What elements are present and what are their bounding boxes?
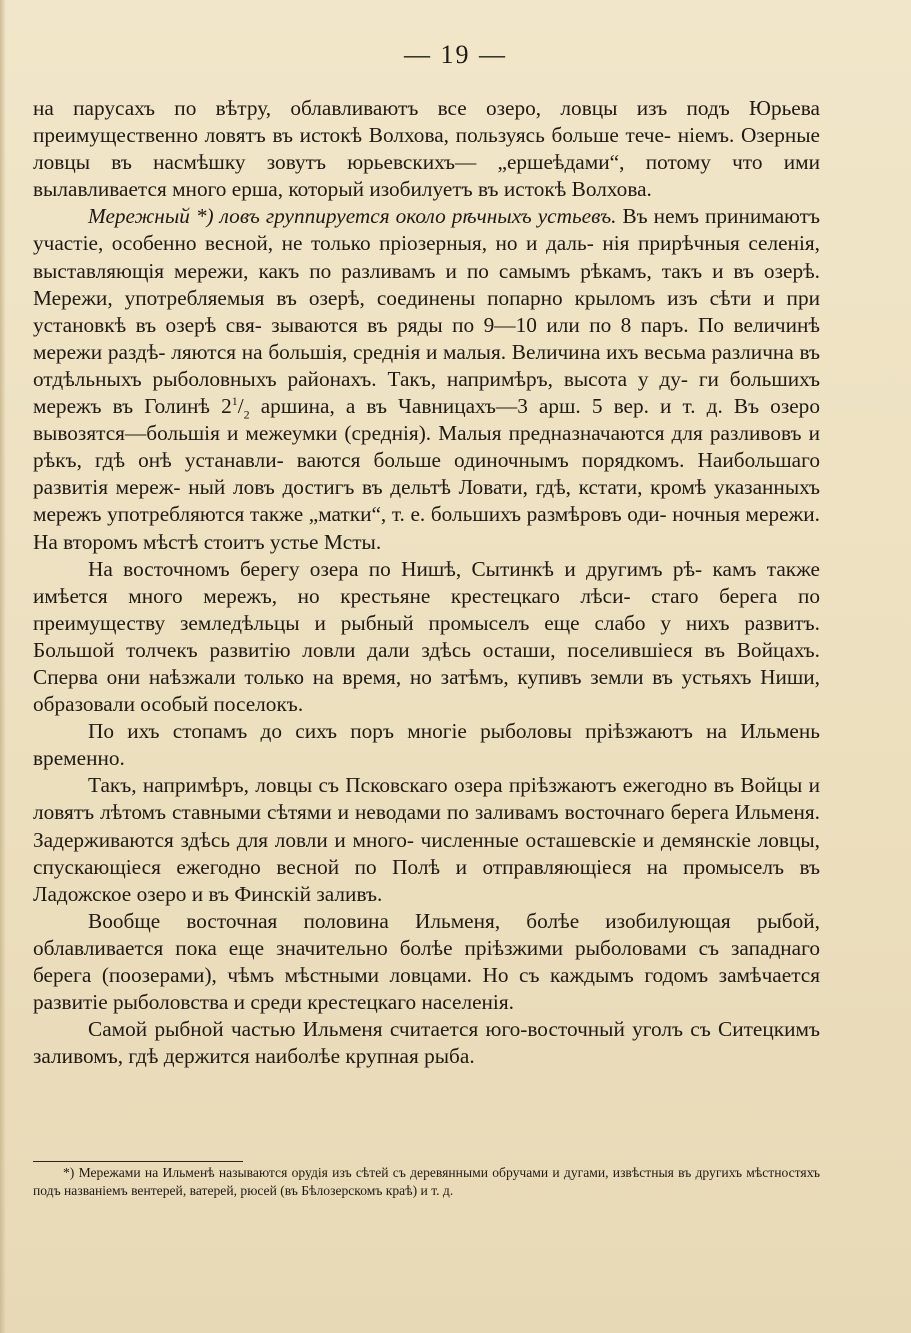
- fraction-denominator: 2: [243, 407, 250, 422]
- text-line: на парусахъ по вѣтру, облавливаютъ все озеро, ловцы изъ подъ Юрьева: [33, 96, 820, 120]
- section-lead-italic: Мережный *) ловъ группируется около рѣчныхъ устьевъ.: [88, 204, 617, 229]
- paragraph-3: [33, 556, 820, 719]
- text-line: Вообще восточная половина Ильменя, болѣе изобилующая рыбой,: [88, 908, 820, 933]
- text-line: потому что ими вылавливается много ерша, который изобилуетъ въ: [33, 150, 821, 202]
- text-line: восточнаго берега Ильменя. Задерживаются здѣсь для ловли и много-: [33, 800, 820, 852]
- text-line: зываются въ ряды по 9—10 или по 8 паръ. По величинѣ мережи раздѣ-: [33, 312, 820, 364]
- fraction-slash: /: [237, 394, 244, 419]
- text-line: ный ловъ достигъ въ дельтѣ Ловати, гдѣ, кстати, кромѣ указанныхъ: [188, 475, 820, 500]
- text-line: стаго берега по преимуществу земледѣльцы и рыбный промыселъ еще: [33, 583, 820, 635]
- paragraph-1: [33, 95, 820, 203]
- text-line: поселокъ.: [213, 692, 304, 717]
- text-line: Въ немъ: [616, 204, 700, 229]
- paragraph-4: [33, 718, 820, 772]
- text-line: Самой рыбной частью Ильменя считается юго-восточный уголъ съ: [88, 1017, 711, 1042]
- text-line: принимаютъ участіе, особенно весной, не только пріозерныя, но и даль-: [33, 204, 820, 256]
- text-line: преимущественно ловятъ въ истокѣ Волхова, пользуясь больше тече-: [33, 123, 672, 148]
- text-line: численные осташевскіе и демянскіе ловцы, спускающіеся ежегодно: [33, 827, 820, 879]
- text-line: 5 вер. и т. д. Въ озеро вывозятся—большія и межеумки (среднія).: [33, 394, 820, 446]
- text-line: нія прирѣчныя селенія, выставляющія мережи, какъ по разливамъ и по: [33, 231, 820, 283]
- footnote: *) Мережами на Ильменѣ называются орудія изъ сѣтей съ деревянными обручами и дугами, извѣстныя въ другихъ мѣстностяхъ подъ названіемъ вентерей, ватерей, рюсей (въ Бѣлозерскомъ краѣ) и т. д.: [33, 1165, 820, 1198]
- text-line: истокѣ Волхова.: [503, 177, 652, 202]
- text-line: западнаго берега (поозерами), чѣмъ мѣстными ловцами. Но съ каждымъ: [33, 935, 820, 987]
- text-line: ваются больше одиночнымъ порядкомъ. Наибольшаго развитія мереж-: [33, 448, 820, 500]
- text-line: время, но затѣмъ, купивъ земли въ устьяхъ Ниши, образовали особый: [33, 664, 820, 717]
- text-line: самымъ рѣкамъ, такъ и въ озерѣ. Мережи, употребляемыя въ озерѣ,: [33, 258, 820, 310]
- text-line: аршина, а въ Чавницахъ—3 арш.: [249, 394, 581, 419]
- text-line: Такъ, напримѣръ, ловцы съ Псковскаго озера пріѣзжаютъ ежегодно: [88, 773, 708, 798]
- text-line: На восточномъ берегу озера по Нишѣ, Сытинкѣ и другимъ рѣ-: [88, 556, 703, 581]
- text-line: Ильмень временно.: [33, 719, 820, 771]
- fraction-numerator: 1: [231, 393, 238, 408]
- text-line: ночныя мережи. На второмъ мѣстѣ стоитъ устье Мсты.: [33, 502, 820, 554]
- page-fold-shadow: [0, 0, 6, 1333]
- page-body: [33, 95, 820, 1070]
- paragraph-5: [33, 772, 820, 907]
- text-line: слабо у нихъ развитъ. Большой толчекъ развитію ловли дали здѣсь: [33, 610, 820, 662]
- text-line: въ Войцы и ловятъ лѣтомъ ставными сѣтями и неводами по заливамъ: [33, 773, 820, 825]
- text-line: соединены попарно крыломъ изъ сѣти и при установкѣ въ озерѣ свя-: [33, 285, 820, 337]
- text-line: облавливается пока еще значительно болѣе пріѣзжими рыболовами съ: [33, 935, 720, 960]
- footnote-rule: [33, 1161, 243, 1162]
- text-line: Малыя предназначаются для разливовъ и рѣкъ, гдѣ онѣ устанавли-: [33, 421, 820, 473]
- text-line: мережъ употребляются также „матки“, т. е. большихъ размѣровъ оди-: [33, 502, 667, 527]
- text-line: камъ также имѣется много мережъ, но крестьяне крестецкаго лѣси-: [33, 556, 821, 608]
- paragraph-2: [33, 203, 820, 555]
- text-line: ляются на большія, среднія и малыя. Величина ихъ весьма различна: [171, 339, 794, 364]
- text-line: годомъ замѣчается развитіе рыболовства и среди крестецкаго населенія.: [33, 963, 821, 1015]
- text-line: По ихъ стопамъ до сихъ поръ многіе рыболовы пріѣзжаютъ на: [88, 719, 727, 744]
- paragraph-7: [33, 1016, 820, 1070]
- text-line: Ситецкимъ заливомъ, гдѣ держится наиболѣе крупная рыба.: [33, 1017, 820, 1069]
- text-line: ніемъ. Озерные ловцы въ насмѣшку зовутъ юрьевскихъ— „ершеѣдами“,: [33, 123, 820, 175]
- page-number: — 19 —: [404, 40, 507, 69]
- text-line: ги большихъ мережъ въ Голинѣ 2: [33, 366, 820, 419]
- text-line: и въ Финскій заливъ.: [191, 881, 383, 906]
- text-line: въ отдѣльныхъ рыболовныхъ районахъ. Такъ, напримѣръ, высота у ду-: [33, 339, 821, 391]
- paragraph-6: [33, 908, 820, 1016]
- text-line: осташи, поселившіеся въ Войцахъ. Сперва они наѣзжали только на: [33, 637, 820, 689]
- text-line: весной по Полѣ и отправляющіеся на промыселъ въ Ладожское озеро: [33, 854, 821, 906]
